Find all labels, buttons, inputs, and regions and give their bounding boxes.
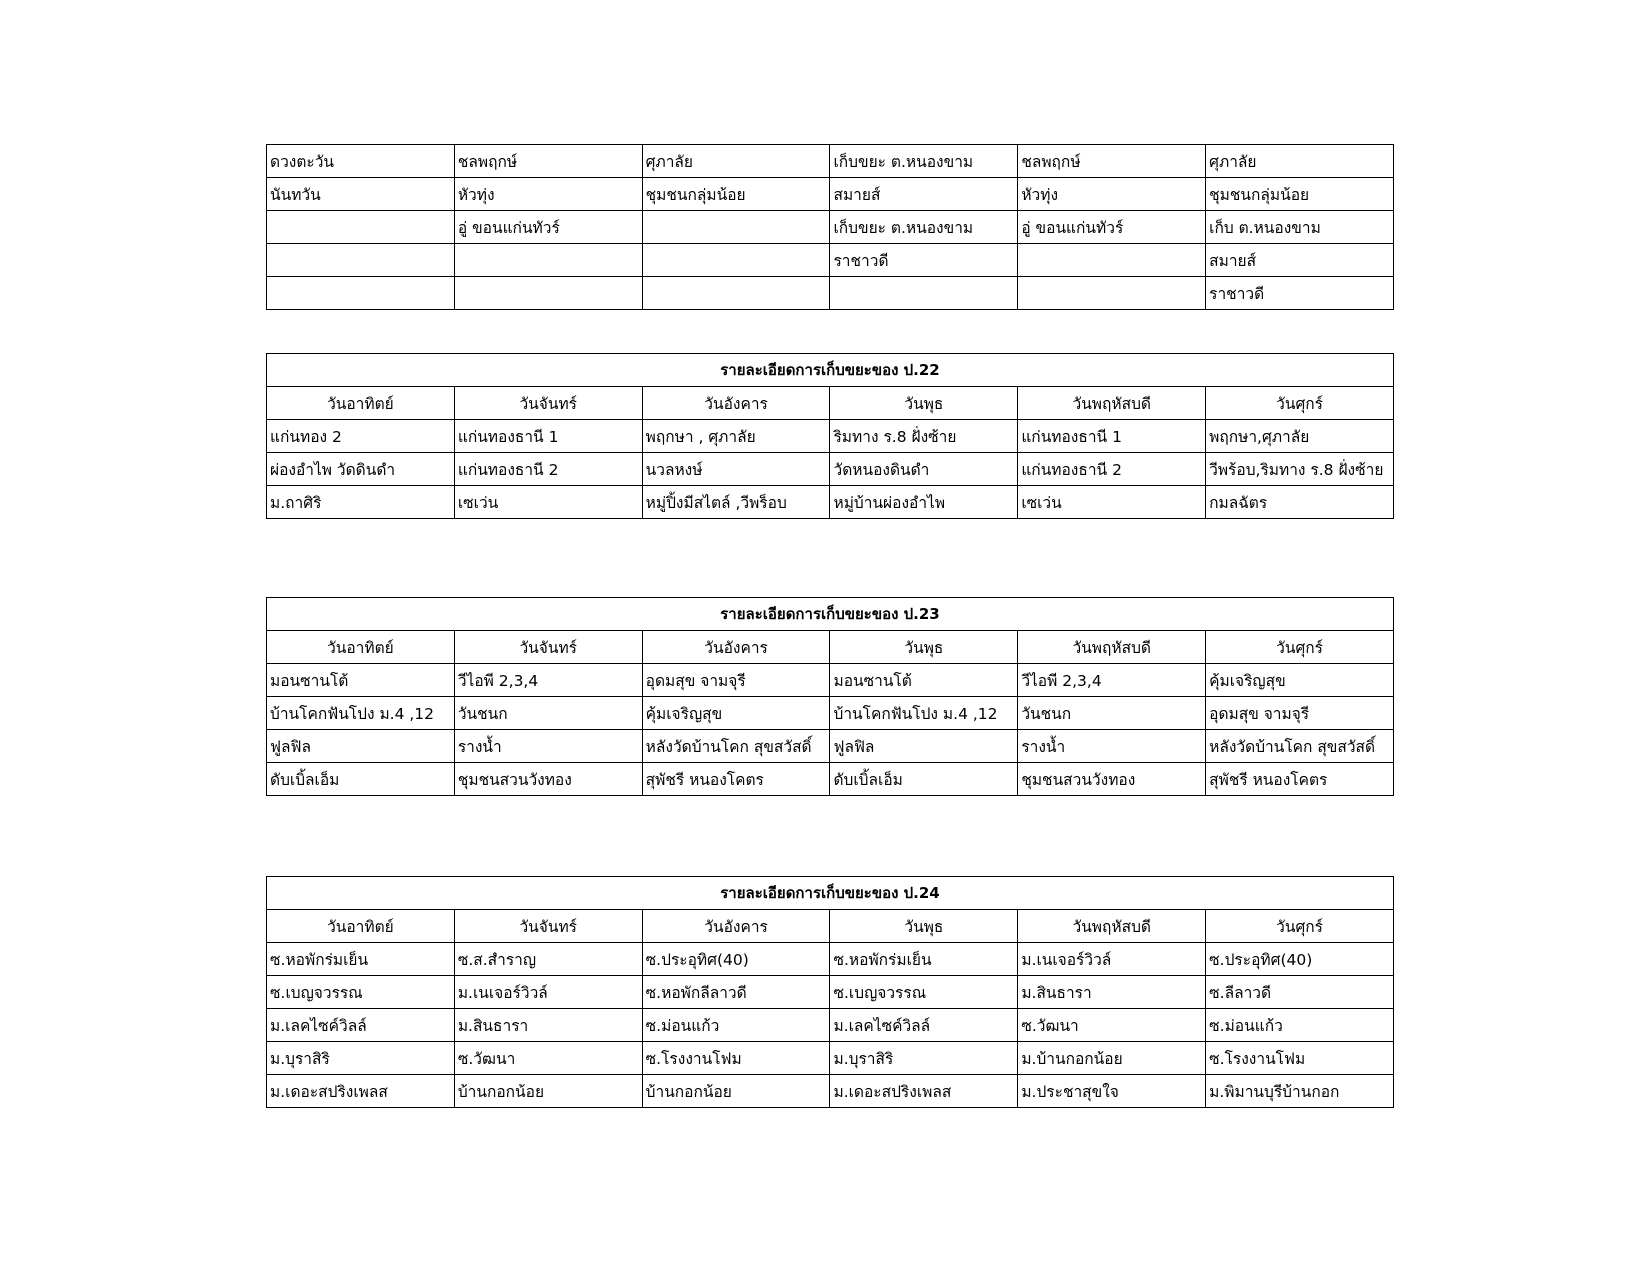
table-cell: หมู่บ้านผ่องอำไพ bbox=[830, 486, 1018, 519]
table-cell: ซ.ม่อนแก้ว bbox=[1206, 1009, 1394, 1042]
day-header: วันจันทร์ bbox=[454, 387, 642, 420]
table-cell: ชลพฤกษ์ bbox=[454, 145, 642, 178]
table-cell bbox=[642, 244, 830, 277]
table-cell: ดับเบิ้ลเอ็ม bbox=[830, 763, 1018, 796]
table-cell: หมู่ปิ้งมีสไตล์ ,วีพร็อบ bbox=[642, 486, 830, 519]
title-row bbox=[267, 877, 1394, 910]
table-cell: มอนซานโต้ bbox=[267, 664, 455, 697]
table-cell bbox=[267, 244, 455, 277]
table-cell: ม.สินธารา bbox=[1018, 976, 1206, 1009]
table-cell: บ้านโคกฟันโปง ม.4 ,12 bbox=[830, 697, 1018, 730]
table-cell: ม.เลคไซค์วิลล์ bbox=[267, 1009, 455, 1042]
table-cell bbox=[454, 244, 642, 277]
table-cell: ซ.โรงงานโฟม bbox=[642, 1042, 830, 1075]
table-body bbox=[267, 420, 1394, 519]
table-cell bbox=[267, 277, 455, 310]
table-cell: เก็บ ต.หนองขาม bbox=[1206, 211, 1394, 244]
day-header: วันพุธ bbox=[830, 910, 1018, 943]
table-cell: เก็บขยะ ต.หนองขาม bbox=[830, 145, 1018, 178]
table-cell: ม.สินธารา bbox=[454, 1009, 642, 1042]
table-body bbox=[267, 943, 1394, 1108]
table-cell: กมลฉัตร bbox=[1206, 486, 1394, 519]
day-header: วันศุกร์ bbox=[1206, 631, 1394, 664]
table-cell: ม.เดอะสปริงเพลส bbox=[267, 1075, 455, 1108]
table-cell: วีไอพี 2,3,4 bbox=[454, 664, 642, 697]
day-header: วันพฤหัสบดี bbox=[1018, 387, 1206, 420]
table-cell: แก่นทองธานี 1 bbox=[1018, 420, 1206, 453]
table-cell bbox=[642, 277, 830, 310]
table-title: รายละเอียดการเก็บขยะของ ป.24 bbox=[267, 877, 1394, 910]
table-cell: หัวทุ่ง bbox=[454, 178, 642, 211]
day-header-row bbox=[267, 910, 1394, 943]
table-cell: ซ.เบญจวรรณ bbox=[830, 976, 1018, 1009]
table-cell bbox=[454, 277, 642, 310]
table-title: รายละเอียดการเก็บขยะของ ป.23 bbox=[267, 598, 1394, 631]
table-cell: ม.พิมานบุรีบ้านกอก bbox=[1206, 1075, 1394, 1108]
day-header: วันอาทิตย์ bbox=[267, 387, 455, 420]
table-cell: นวลหงษ์ bbox=[642, 453, 830, 486]
table-cell: ดับเบิ้ลเอ็ม bbox=[267, 763, 455, 796]
schedule-table-p24 bbox=[266, 876, 1394, 1108]
day-header: วันอาทิตย์ bbox=[267, 910, 455, 943]
table-cell: ชุมชนกลุ่มน้อย bbox=[642, 178, 830, 211]
table-cell: ซ.ม่อนแก้ว bbox=[642, 1009, 830, 1042]
table-cell: อู่ ขอนแก่นทัวร์ bbox=[454, 211, 642, 244]
table-cell: ชุมชนสวนวังทอง bbox=[1018, 763, 1206, 796]
table-cell: ราชาวดี bbox=[830, 244, 1018, 277]
table-cell: ม.เนเจอร์วิวล์ bbox=[454, 976, 642, 1009]
table-cell: เซเว่น bbox=[1018, 486, 1206, 519]
day-header: วันอังคาร bbox=[642, 387, 830, 420]
table-row bbox=[267, 1009, 1394, 1042]
table-cell: ชลพฤกษ์ bbox=[1018, 145, 1206, 178]
table-cell: ม.ถาศิริ bbox=[267, 486, 455, 519]
day-header: วันอังคาร bbox=[642, 910, 830, 943]
table-cell: ฟูลฟิล bbox=[830, 730, 1018, 763]
table-row bbox=[267, 1075, 1394, 1108]
table-cell: ซ.วัฒนา bbox=[454, 1042, 642, 1075]
table-cell: ซ.หอพักร่มเย็น bbox=[830, 943, 1018, 976]
table-cell: บ้านโคกฟันโปง ม.4 ,12 bbox=[267, 697, 455, 730]
day-header: วันพุธ bbox=[830, 387, 1018, 420]
day-header: วันจันทร์ bbox=[454, 631, 642, 664]
table-row bbox=[267, 730, 1394, 763]
table-row bbox=[267, 145, 1394, 178]
table-cell bbox=[830, 277, 1018, 310]
day-header: วันศุกร์ bbox=[1206, 387, 1394, 420]
table-cell: คุ้มเจริญสุข bbox=[642, 697, 830, 730]
day-header: วันพฤหัสบดี bbox=[1018, 910, 1206, 943]
day-header: วันพุธ bbox=[830, 631, 1018, 664]
table-cell: ซ.ลีลาวดี bbox=[1206, 976, 1394, 1009]
table-cell: ซ.หอพักลีลาวดี bbox=[642, 976, 830, 1009]
schedule-table-p23 bbox=[266, 597, 1394, 796]
table-title: รายละเอียดการเก็บขยะของ ป.22 bbox=[267, 354, 1394, 387]
day-header: วันพฤหัสบดี bbox=[1018, 631, 1206, 664]
table-cell: ศุภาลัย bbox=[1206, 145, 1394, 178]
table-cell: แก่นทอง 2 bbox=[267, 420, 455, 453]
title-row bbox=[267, 598, 1394, 631]
table-cell: วันชนก bbox=[454, 697, 642, 730]
table-row bbox=[267, 943, 1394, 976]
table-row bbox=[267, 244, 1394, 277]
table-cell: สมายส์ bbox=[830, 178, 1018, 211]
schedule-table-p22 bbox=[266, 353, 1394, 519]
table-cell: ซ.วัฒนา bbox=[1018, 1009, 1206, 1042]
table-header bbox=[267, 598, 1394, 664]
table-cell: แก่นทองธานี 1 bbox=[454, 420, 642, 453]
table-cell: อุดมสุข จามจุรี bbox=[642, 664, 830, 697]
table-cell: สุพัชรี หนองโคตร bbox=[1206, 763, 1394, 796]
table-cell: ดวงตะวัน bbox=[267, 145, 455, 178]
table-cell: ศุภาลัย bbox=[642, 145, 830, 178]
table-row bbox=[267, 277, 1394, 310]
table-cell: ริมทาง ร.8 ฝั่งซ้าย bbox=[830, 420, 1018, 453]
table-cell: แก่นทองธานี 2 bbox=[1018, 453, 1206, 486]
table-row bbox=[267, 420, 1394, 453]
table-row bbox=[267, 664, 1394, 697]
table-cell: หลังวัดบ้านโคก สุขสวัสดิ์ bbox=[1206, 730, 1394, 763]
table-cell: คุ้มเจริญสุข bbox=[1206, 664, 1394, 697]
day-header-row bbox=[267, 387, 1394, 420]
table-cell: ฟูลฟิล bbox=[267, 730, 455, 763]
table-cell: ม.เลคไซค์วิลล์ bbox=[830, 1009, 1018, 1042]
day-header: วันอาทิตย์ bbox=[267, 631, 455, 664]
table-cell: ชุมชนสวนวังทอง bbox=[454, 763, 642, 796]
table-cell bbox=[642, 211, 830, 244]
table-cell: แก่นทองธานี 2 bbox=[454, 453, 642, 486]
day-header-row bbox=[267, 631, 1394, 664]
table-cell: วีพร้อบ,ริมทาง ร.8 ฝั่งซ้าย bbox=[1206, 453, 1394, 486]
table-cell: ซ.โรงงานโฟม bbox=[1206, 1042, 1394, 1075]
table-cell: ชุมชนกลุ่มน้อย bbox=[1206, 178, 1394, 211]
table-row bbox=[267, 453, 1394, 486]
table-cell: ม.ประชาสุขใจ bbox=[1018, 1075, 1206, 1108]
day-header: วันจันทร์ bbox=[454, 910, 642, 943]
table-cell: วีไอพี 2,3,4 bbox=[1018, 664, 1206, 697]
table-cell: สุพัชรี หนองโคตร bbox=[642, 763, 830, 796]
table-cell bbox=[1018, 277, 1206, 310]
table-cell: พฤกษา,ศุภาลัย bbox=[1206, 420, 1394, 453]
table-cell: นันทวัน bbox=[267, 178, 455, 211]
table-cell: ซ.เบญจวรรณ bbox=[267, 976, 455, 1009]
table-header bbox=[267, 354, 1394, 420]
table-row bbox=[267, 697, 1394, 730]
table-row bbox=[267, 763, 1394, 796]
table-cell bbox=[267, 211, 455, 244]
table-cell: มอนซานโต้ bbox=[830, 664, 1018, 697]
table-cell: ม.เดอะสปริงเพลส bbox=[830, 1075, 1018, 1108]
table-cell: บ้านกอกน้อย bbox=[642, 1075, 830, 1108]
table-row bbox=[267, 178, 1394, 211]
table-cell: รางน้ำ bbox=[454, 730, 642, 763]
table-body bbox=[267, 664, 1394, 796]
table-cell: อุดมสุข จามจุรี bbox=[1206, 697, 1394, 730]
table-cell: ซ.ส.สำราญ bbox=[454, 943, 642, 976]
table-cell: บ้านกอกน้อย bbox=[454, 1075, 642, 1108]
table-cell: หัวทุ่ง bbox=[1018, 178, 1206, 211]
table-cell: ซ.ประอุทิศ(40) bbox=[642, 943, 830, 976]
table-header bbox=[267, 877, 1394, 943]
day-header: วันอังคาร bbox=[642, 631, 830, 664]
table-row bbox=[267, 211, 1394, 244]
table-cell: พฤกษา , ศุภาลัย bbox=[642, 420, 830, 453]
table-cell: เซเว่น bbox=[454, 486, 642, 519]
title-row bbox=[267, 354, 1394, 387]
table-cell: เก็บขยะ ต.หนองขาม bbox=[830, 211, 1018, 244]
table-row bbox=[267, 486, 1394, 519]
table-cell: ซ.หอพักร่มเย็น bbox=[267, 943, 455, 976]
table-cell: ราชาวดี bbox=[1206, 277, 1394, 310]
table-body bbox=[267, 145, 1394, 310]
table-row bbox=[267, 1042, 1394, 1075]
table-row bbox=[267, 976, 1394, 1009]
day-header: วันศุกร์ bbox=[1206, 910, 1394, 943]
table-cell: หลังวัดบ้านโคก สุขสวัสดิ์ bbox=[642, 730, 830, 763]
schedule-table-continued bbox=[266, 144, 1394, 310]
table-cell: รางน้ำ bbox=[1018, 730, 1206, 763]
table-cell: สมายส์ bbox=[1206, 244, 1394, 277]
table-cell: ม.เนเจอร์วิวล์ bbox=[1018, 943, 1206, 976]
table-cell: ซ.ประอุทิศ(40) bbox=[1206, 943, 1394, 976]
table-cell: วัดหนองดินดำ bbox=[830, 453, 1018, 486]
table-cell: ม.บุราสิริ bbox=[830, 1042, 1018, 1075]
table-cell: ผ่องอำไพ วัดดินดำ bbox=[267, 453, 455, 486]
table-cell bbox=[1018, 244, 1206, 277]
table-cell: ม.บ้านกอกน้อย bbox=[1018, 1042, 1206, 1075]
table-cell: วันชนก bbox=[1018, 697, 1206, 730]
table-cell: ม.บุราสิริ bbox=[267, 1042, 455, 1075]
table-cell: อู่ ขอนแก่นทัวร์ bbox=[1018, 211, 1206, 244]
